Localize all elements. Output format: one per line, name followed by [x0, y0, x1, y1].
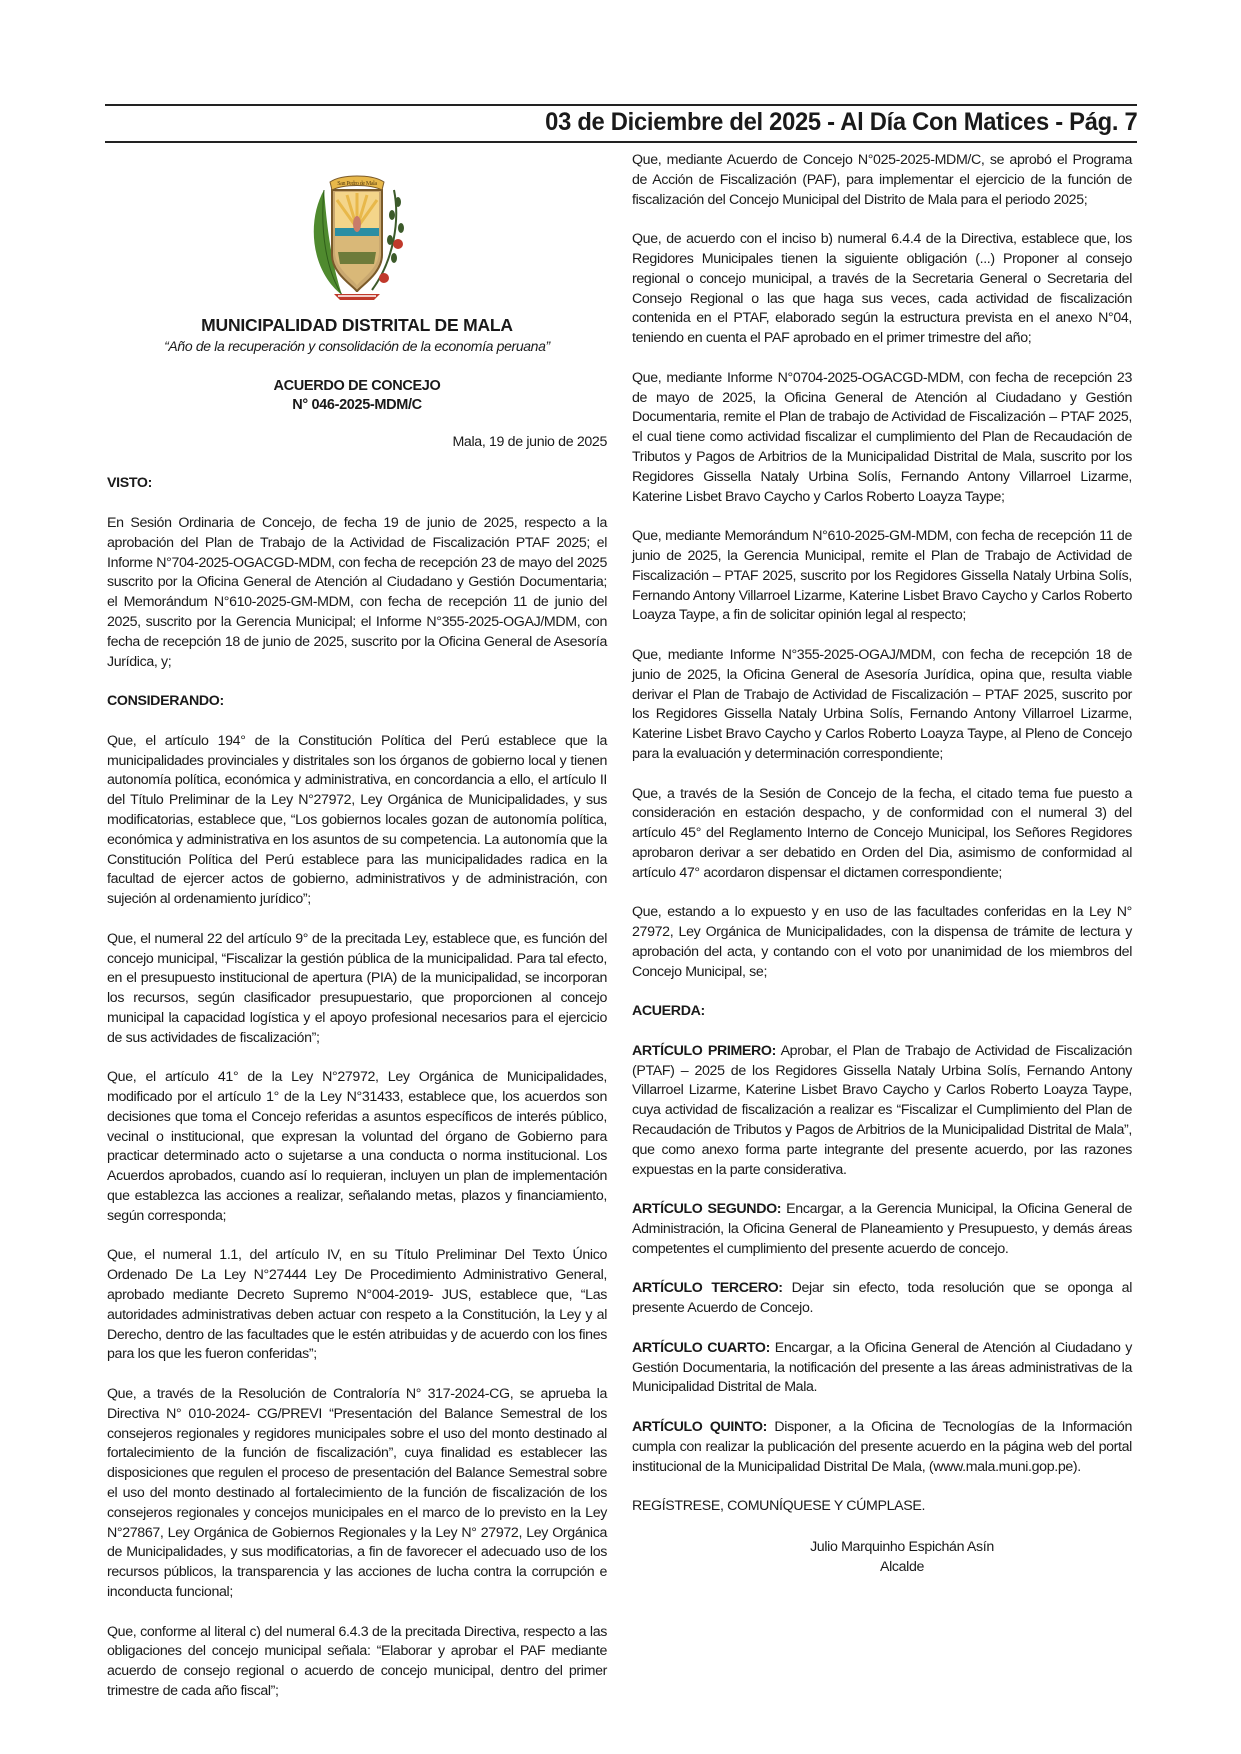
considerando-paragraph: Que, estando a lo expuesto y en uso de las facultades conferidas en la Ley N° 27972, Ley Orgánica de Municipalidades, con la dispensa de trámite de lectura y aprobación del acta, y contando con el voto por unanimidad de los miembros del Concejo Municipal, se;	[632, 904, 1132, 980]
signatory-title: Alcalde	[879, 1558, 925, 1575]
considerando-paragraph: Que, de acuerdo con el inciso b) numeral 6.4.4 de la Directiva, establece que, los Regidores Municipales tienen la siguiente obligación (...) Proponer al consejo regional o concejo municipal, a través de la Secretaria General o Secretaria del Consejo Regional o las que haga sus veces, cada actividad de fiscalización contenida en el PTAF, elaborado según la estructura prevista en el anexo N°04, teniendo en cuenta el PAF aprobado en el primer trimestre del año;	[632, 231, 1132, 347]
place-date: Mala, 19 de junio de 2025	[452, 433, 607, 450]
considerando-heading: CONSIDERANDO:	[107, 693, 224, 710]
right-column	[632, 151, 1132, 1577]
article-label: ARTÍCULO PRIMERO:	[632, 1042, 776, 1059]
header-bottom-rule	[105, 141, 1137, 143]
document-type	[107, 377, 607, 415]
article-segundo	[632, 1200, 1132, 1259]
considerando-paragraph: Que, mediante Acuerdo de Concejo N°025-2025-MDM/C, se aprobó el Programa de Acción de Fiscalización (PAF), para implementar el ejercicio de la función de fiscalización del Concejo Municipal del Distrito de Mala para el periodo 2025;	[632, 152, 1132, 208]
considerando-paragraph: Que, mediante Memorándum N°610-2025-GM-MDM, con fecha de recepción 11 de junio de 2025, la Gerencia Municipal, remite el Plan de Trabajo de Actividad de Fiscalización – PTAF 2025, suscrito por los Regidores Gissella Nataly Urbina Solís, Fernando Antony Villarroel Lizarme, Katerine Lisbet Bravo Caycho y Carlos Roberto Loayza Taype, a fin de solicitar opinión legal al respecto;	[632, 528, 1132, 624]
acuerda-heading: ACUERDA:	[632, 1003, 705, 1020]
svg-text:San Pedro de Mala: San Pedro de Mala	[337, 181, 377, 187]
article-text: Encargar, a la Gerencia Municipal, la Oficina General de Administración, la Oficina General de Planeamiento y Presupuesto, y demás áreas competentes el cumplimiento del presente acuerdo de concejo.	[632, 1201, 1133, 1257]
signatory-name: Julio Marquinho Espichán Asín	[810, 1538, 994, 1555]
considerando-paragraph: Que, mediante Informe N°355-2025-OGAJ/MDM, con fecha de recepción 18 de junio de 2025, la Oficina General de Asesoría Jurídica, opina que, resulta viable derivar el Plan de Trabajo de Actividad de Fiscalización – PTAF 2025, suscrito por los Regidores Gissella Nataly Urbina Solís, Fernando Antony Villarroel Lizarme, Katerine Lisbet Bravo Caycho y Carlos Roberto Loayza Taype, al Pleno de Concejo para la evaluación y determinación correspondiente;	[632, 646, 1132, 762]
header-top-rule	[105, 104, 1137, 106]
article-quinto	[632, 1418, 1132, 1477]
article-label: ARTÍCULO QUINTO:	[632, 1419, 768, 1435]
year-motto: “Año de la recuperación y consolidación de la economía peruana”	[164, 337, 550, 354]
article-label: ARTÍCULO CUARTO:	[632, 1339, 770, 1356]
article-primero	[632, 1042, 1132, 1181]
article-text: Disponer, a la Oficina de Tecnologías de la Información cumpla con realizar la publicación del presente acuerdo en la página web del portal institucional de la Municipalidad Distrital De Mala, (www.mala.muni.gop.pe).	[632, 1419, 1132, 1475]
closing-formula: REGÍSTRESE, COMUNÍQUESE Y CÚMPLASE.	[632, 1498, 926, 1515]
article-tercero	[632, 1279, 1132, 1319]
page-header-title: 03 de Diciembre del 2025 - Al Día Con Matices - Pág. 7	[544, 108, 1137, 136]
document-type-label: ACUERDO DE CONCEJO	[273, 377, 441, 394]
crest-container	[107, 160, 607, 310]
considerando-paragraph: Que, el numeral 1.1, del artículo IV, en su Título Preliminar Del Texto Único Ordenado De La Ley N°27444 Ley De Procedimiento Administrativo General, aprobado mediante Decreto Supremo N°004-2019- JUS, establece que, “Las autoridades administrativas deben actuar con respeto a la Constitución, la Ley y al Derecho, dentro de las facultades que le estén atribuidas y de acuerdo con los fines para los que les fueron conferidas”;	[107, 1247, 607, 1363]
considerando-paragraph: Que, a través de la Sesión de Concejo de la fecha, el citado tema fue puesto a consideración en estación despacho, y de conformidad con el numeral 3) del artículo 45° del Reglamento Interno de Concejo Municipal, los Señores Regidores aprobaron derivar a ser debatido en Orden del Dia, asimismo de conformidad al artículo 47° acordaron dispensar el dictamen correspondiente;	[632, 785, 1132, 881]
considerando-paragraph: Que, conforme al literal c) del numeral 6.4.3 de la precitada Directiva, respecto a las obligaciones del concejo municipal señala: “Elaborar y aprobar el PAF mediante acuerdo de consejo regional o acuerdo de concejo municipal, dentro del primer trimestre de cada año fiscal”;	[107, 1623, 607, 1699]
considerando-paragraph: Que, a través de la Resolución de Contraloría N° 317-2024-CG, se aprueba la Directiva N° 010-2024- CG/PREVI “Presentación del Balance Semestral de los consejeros regionales y regidores municipales sobre el uso del monto destinado al fortalecimiento de la función de fiscalización”, cuya finalidad es establecer las disposiciones que regulen el proceso de presentación del Balance Semestral sobre el uso del monto destinado al fortalecimiento de la función de fiscalización de los consejeros regionales y concejos municipales en el marco de lo previsto en la Ley N°27867, Ley Orgánica de Gobiernos Regionales y la Ley N° 27972, Ley Orgánica de Municipalidades, y sus modificatorias, a fin de favorecer el adecuado uso de los recursos públicos, la transparencia y las acciones de lucha contra la corrupción e inconducta funcional;	[107, 1386, 607, 1601]
article-text: Aprobar, el Plan de Trabajo de Actividad de Fiscalización (PTAF) – 2025 de los Regidores Gissella Nataly Urbina Solís, Fernando Antony Villarroel Lizarme, Katerine Lisbet Bravo Caycho y Carlos Roberto Loayza Taype, cuya actividad de fiscalización a realizar es “Fiscalizar el Cumplimiento del Plan de Recaudación de Tributos y Pagos de Arbitrios de la Municipalidad Distrital de Mala”, que como anexo forma parte integrante del presente acuerdo, por las razones expuestas en la parte considerativa.	[632, 1042, 1132, 1178]
visto-heading: VISTO:	[107, 475, 152, 492]
considerando-paragraph: Que, el numeral 22 del artículo 9° de la precitada Ley, establece que, es función del concejo municipal, “Fiscalizar la gestión pública de la municipalidad. Para tal efecto, en el presupuesto institucional de apertura (PIA) de la municipalidad, se incorporan los recursos, según clasificador presupuestario, que proporcionen al concejo municipal la capacidad logística y el apoyo profesional necesarios para el ejercicio de sus actividades de fiscalización”;	[107, 930, 607, 1046]
left-column	[107, 150, 607, 1722]
signature-block	[672, 1537, 1132, 1577]
document-number: N° 046-2025-MDM/C	[292, 396, 422, 413]
considerando-paragraph: Que, mediante Informe N°0704-2025-OGACGD-MDM, con fecha de recepción 23 de mayo de 2025, la Oficina General de Atención al Ciudadano y Gestión Documentaria, remite el Plan de trabajo de Actividad de Fiscalización – PTAF 2025, el cual tiene como actividad fiscalizar el cumplimiento del Plan de Recaudación de Tributos y Pagos de Arbitrios de la Municipalidad Distrital de Mala, suscrito por los Regidores Gissella Nataly Urbina Solís, Fernando Antony Villarroel Lizarme, Katerine Lisbet Bravo Caycho y Carlos Roberto Loayza Taype;	[632, 369, 1132, 505]
article-text: Dejar sin efecto, toda resolución que se oponga al presente Acuerdo de Concejo.	[632, 1280, 1133, 1317]
visto-text: En Sesión Ordinaria de Concejo, de fecha 19 de junio de 2025, respecto a la aprobación del Plan de Trabajo de la Actividad de Fiscalización PTAF 2025; el Informe N°704-2025-OGACGD-MDM, con fecha de recepción 23 de mayo del 2025 suscrito por la Oficina General de Atención al Ciudadano y Gestión Documentaria; el Memorándum N°610-2025-GM-MDM, con fecha de recepción 11 de junio del 2025, suscrito por la Gerencia Municipal; el Informe N°355-2025-OGAJ/MDM, con fecha de recepción 18 de junio de 2025, suscrito por la Oficina General de Asesoría Jurídica, y;	[107, 514, 607, 670]
organization-name: MUNICIPALIDAD DISTRITAL DE MALA	[201, 315, 513, 335]
considerando-paragraph: Que, el artículo 41° de la Ley N°27972, Ley Orgánica de Municipalidades, modificado por el artículo 1° de la Ley N°31433, establece que, los acuerdos son decisiones que toma el Concejo referidas a asuntos específicos de interés público, vecinal o institucional, que expresan la voluntad del órgano de Gobierno para practicar determinado acto o sujetarse a una conducta o norma institucional. Los Acuerdos aprobados, cuando así lo requieran, incluyen un plan de implementación que establezca las acciones a realizar, señalando metas, plazos y financiamiento, según corresponda;	[107, 1069, 607, 1224]
article-label: ARTÍCULO TERCERO:	[632, 1280, 783, 1297]
article-label: ARTÍCULO SEGUNDO:	[632, 1201, 782, 1218]
considerando-paragraph: Que, el artículo 194° de la Constitución Política del Perú establece que la municipalidades provinciales y distritales son los órganos de gobierno local y tienen autonomía política, económica y administrativa, en concordancia a ello, el artículo II del Título Preliminar de la Ley N°27972, Ley Orgánica de Municipalidades, y sus modificatorias, establece que, “Los gobiernos locales gozan de autonomía política, económica y administrativa en los asuntos de su competencia. La autonomía que la Constitución Política del Perú establece para las municipalidades radica en la facultad de ejercer actos de gobierno, administrativos y de administración, con sujeción al ordenamiento jurídico”;	[107, 732, 607, 908]
article-cuarto	[632, 1339, 1132, 1398]
article-text: Encargar, a la Oficina General de Atención al Ciudadano y Gestión Documentaria, la notificación del presente a las áreas administrativas de la Municipalidad Distrital de Mala.	[632, 1339, 1132, 1396]
municipal-coat-of-arms-icon	[302, 160, 412, 310]
